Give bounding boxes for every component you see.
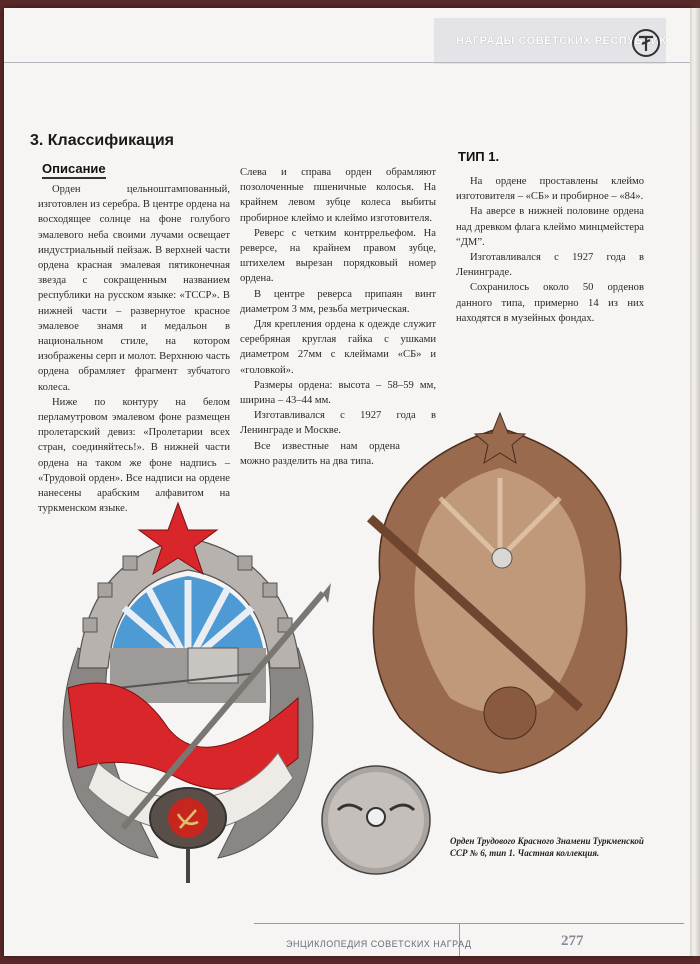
page-number: 277 xyxy=(561,933,584,949)
paragraph: Сохранилось около 50 орденов данного типа, примерно 14 из них находятся в музейных фондах. xyxy=(456,282,644,324)
header-rule xyxy=(4,62,694,63)
order-obverse-image xyxy=(38,498,338,888)
page-edge xyxy=(690,8,700,956)
paragraph: Ниже по контуру на белом перламутровом эмалевом фоне размещен пролетарский девиз: «Пролетарии всех стран, соединяйтесь!». В нижней части ордена на таком же фоне надпись – «Трудовой орден». Все надписи на ордене нанесены арабским алфавитом на туркменском языке. xyxy=(38,396,230,515)
paragraph: Изготавливался с 1927 года в Ленинграде и Москве. xyxy=(240,410,436,437)
book-page xyxy=(4,8,692,956)
section-title: 3. Классификация xyxy=(30,132,174,149)
type-heading: ТИП 1. xyxy=(458,149,500,164)
paragraph: Реверс с четким контррельефом. На реверсе, на крайнем правом зубце, штихелем вырезан порядковый номер ордена. xyxy=(240,227,436,285)
paragraph: Размеры ордена: высота – 58–59 мм, ширина – 43–44 мм. xyxy=(240,379,436,407)
subsection-title: Описание xyxy=(42,161,106,179)
book-title: ЭНЦИКЛОПЕДИЯ СОВЕТСКИХ НАГРАД xyxy=(286,939,472,949)
paragraph: Все известные нам ордена можно разделить на два типа. xyxy=(240,440,400,467)
paragraph: На аверсе в нижней половине ордена над древком флага клеймо минцмейстера “ДМ”. xyxy=(456,206,644,248)
paragraph: Слева и справа орден обрамляют позолоченные пшеничные колосья. На крайнем левом зубце колеса выбиты пробирное клеймо и клеймо изготовителя. xyxy=(240,167,436,224)
running-title: НАГРАДЫ СОВЕТСКИХ РЕСПУБЛИК xyxy=(456,35,667,47)
publisher-logo-icon xyxy=(631,28,661,58)
text-column-3 xyxy=(456,174,644,326)
paragraph: Изготавливался с 1927 года в Ленинграде. xyxy=(456,252,644,279)
paragraph: На ордене проставлены клеймо изготовителя – «СБ» и пробирное – «84». xyxy=(456,176,644,203)
footer-rule xyxy=(254,923,684,924)
paragraph: Для крепления ордена к одежде служит серебряная круглая гайка с ушками диаметром 27мм с клеймами «СБ» и «головкой». xyxy=(240,319,436,376)
screw-nut-image xyxy=(316,765,436,875)
text-column-1 xyxy=(38,182,230,516)
photo-caption: Орден Трудового Красного Знамени Туркменской ССР № 6, тип 1. Частная коллекция. xyxy=(450,836,644,858)
order-reverse-image xyxy=(350,408,650,798)
paragraph: В центре реверса припаян винт диаметром 3 мм, резьба метрическая. xyxy=(240,288,436,315)
paragraph: Орден цельноштампованный, изготовлен из серебра. В центре ордена на восходящее солнце на фоне голубого эмалевого неба своими лучами освещает индустриальный пейзаж. В верхней части ордена красная эмалевая пятиконечная звезда с сокращенным названием республики на русском языке: «ТССР». В нижней части – развернутое красное эмалевое знамя и медальон в национальном стиле, на котором изображены серп и молот. Верхнюю часть ордена обрамляет фрагмент зубчатого колеса. xyxy=(38,184,230,393)
